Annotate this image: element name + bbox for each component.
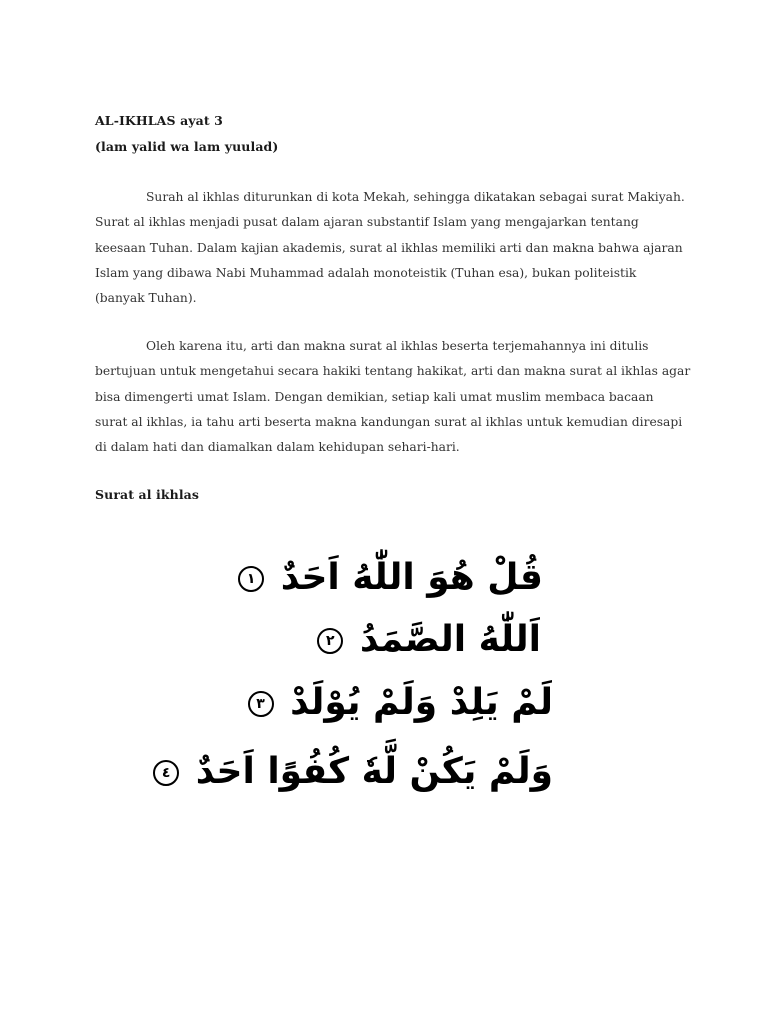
ayat-number-marker: ١ (238, 566, 264, 592)
section-heading: Surat al ikhlas (95, 487, 200, 502)
ayat-line-2 (317, 620, 541, 660)
ayat-text: وَلَمْ يَكُنْ لَّهٗ كُفُوًا اَحَدٌ (195, 751, 553, 792)
ayat-number-marker: ٣ (248, 691, 274, 717)
ayat-line-4 (153, 752, 553, 792)
ayat-text: قُلْ هُوَ اللّٰهُ اَحَدٌ (280, 557, 543, 598)
document-subtitle: (lam yalid wa lam yuulad) (95, 139, 279, 154)
document-title: AL-IKHLAS ayat 3 (95, 113, 223, 128)
surah-ikhlas-arabic (161, 550, 555, 825)
paragraph-line: Islam yang dibawa Nabi Muhammad adalah monoteistik (Tuhan esa), bukan politeistik (95, 265, 637, 280)
intro-paragraph (95, 185, 685, 311)
paragraph-line: bertujuan untuk mengetahui secara hakiki tentang hakikat, arti dan makna surat al ikhlas agar (95, 364, 691, 379)
paragraph-line: surat al ikhlas, ia tahu arti beserta makna kandungan surat al ikhlas untuk kemudian diresapi (95, 414, 683, 429)
paragraph-line: keesaan Tuhan. Dalam kajian akademis, surat al ikhlas memiliki arti dan makna bahwa ajaran (95, 240, 683, 255)
ayat-text: لَمْ يَلِدْ وَلَمْ يُوْلَدْ (290, 682, 553, 723)
paragraph-line: di dalam hati dan diamalkan dalam kehidupan sehari-hari. (95, 440, 460, 455)
ayat-text: اَللّٰهُ الصَّمَدُ (359, 619, 541, 660)
paragraph-line: Surat al ikhlas menjadi pusat dalam ajaran substantif Islam yang mengajarkan tentang (95, 215, 639, 230)
purpose-paragraph (95, 334, 691, 460)
paragraph-line: Surah al ikhlas diturunkan di kota Mekah, sehingga dikatakan sebagai surat Makiyah. (146, 190, 685, 204)
paragraph-line: bisa dimengerti umat Islam. Dengan demikian, setiap kali umat muslim membaca bacaan (95, 389, 654, 404)
paragraph-line: (banyak Tuhan). (95, 291, 197, 306)
ayat-number-marker: ٤ (153, 760, 179, 786)
ayat-number-marker: ٢ (317, 628, 343, 654)
ayat-line-1 (238, 558, 543, 598)
paragraph-line: Oleh karena itu, arti dan makna surat al ikhlas beserta terjemahannya ini ditulis (146, 339, 649, 353)
ayat-line-3 (248, 683, 553, 723)
